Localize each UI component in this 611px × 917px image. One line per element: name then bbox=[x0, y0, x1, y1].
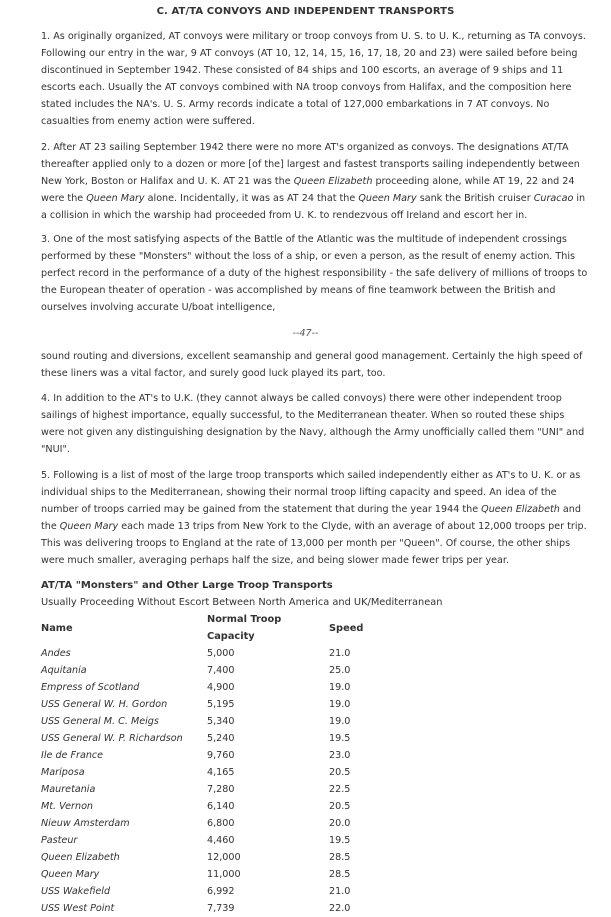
paragraph-1: 1. As originally organized, AT convoys were military or troop convoys from U. S. to U. K., returning as TA convoys. Following our entry in the war, 9 AT convoys (AT 10, 12, 14, 15, 16, 17, 18, 20 and 23) were sailed before being discontinued in September 1942. These consisted of 84 ships and 100 escorts, an average of 9 ships and 11 escorts each. Usually the AT convoys combined with NA troop convoys from Halifax, and the composition here stated includes the NA's. U. S. Army records indicate a total of 127,000 embarkations in 7 AT convoys. No casualties from enemy action were suffered. bbox=[41, 31, 586, 127]
capacity-cell: 7,400 bbox=[207, 665, 235, 676]
table-row bbox=[39, 645, 371, 662]
speed-cell: 19.0 bbox=[329, 682, 351, 693]
ship-name-cell: Empress of Scotland bbox=[41, 682, 140, 693]
ship-name-queen-mary-2: Queen Mary bbox=[358, 193, 417, 204]
table-subtitle: Usually Proceeding Without Escort Between North America and UK/Mediterranean bbox=[41, 597, 443, 608]
ship-name-curacao: Curacao bbox=[533, 193, 574, 204]
ship-name-cell: Mariposa bbox=[41, 767, 85, 778]
speed-cell: 19.0 bbox=[329, 699, 351, 710]
ship-name-cell: Mauretania bbox=[41, 784, 96, 795]
table-row bbox=[39, 696, 371, 713]
ship-name-cell: Ile de France bbox=[41, 750, 104, 761]
speed-cell: 22.0 bbox=[329, 903, 351, 914]
paragraph-2 bbox=[41, 139, 589, 224]
table-row bbox=[39, 815, 371, 832]
paragraph-5 bbox=[41, 467, 589, 569]
table-row bbox=[39, 747, 371, 764]
capacity-cell: 5,000 bbox=[207, 648, 235, 659]
table-row bbox=[39, 832, 371, 849]
capacity-cell: 12,000 bbox=[207, 852, 241, 863]
capacity-cell: 5,340 bbox=[207, 716, 235, 727]
troop-transports-table bbox=[39, 611, 371, 917]
table-row bbox=[39, 781, 371, 798]
capacity-cell: 7,739 bbox=[207, 903, 235, 914]
table-row bbox=[39, 662, 371, 679]
ship-name-cell: Nieuw Amsterdam bbox=[41, 818, 130, 829]
table-row bbox=[39, 713, 371, 730]
table-title: AT/TA "Monsters" and Other Large Troop Transports bbox=[41, 580, 333, 591]
ship-name-queen-mary: Queen Mary bbox=[86, 193, 145, 204]
column-header-capacity: Normal Troop Capacity bbox=[207, 614, 282, 642]
ship-name-queen-elizabeth: Queen Elizabeth bbox=[481, 504, 560, 515]
capacity-cell: 5,195 bbox=[207, 699, 235, 710]
p2-text-a: 2. After AT 23 sailing September 1942 there were no more AT's organized as convoys. The designations AT/TA thereafter applied only to a dozen or more [of the] largest and fastest transports sailing independently between New York, Boston or Halifax and U. K. AT 21 was the bbox=[41, 142, 580, 187]
p2-text-i: in a collision in which the warship had proceeded from U. K. to rendezvous off Ireland and escort her in. bbox=[41, 193, 586, 221]
speed-cell: 21.0 bbox=[329, 886, 351, 897]
ship-name-cell: Queen Mary bbox=[41, 869, 100, 880]
speed-cell: 28.5 bbox=[329, 869, 351, 880]
p2-text-g: sank the British cruiser bbox=[416, 193, 534, 204]
capacity-cell: 11,000 bbox=[207, 869, 241, 880]
ship-name-cell: USS General W. P. Richardson bbox=[41, 733, 183, 744]
speed-cell: 21.0 bbox=[329, 648, 351, 659]
p5-text-e: each made 13 trips from New York to the Clyde, with an average of about 12,000 troops per trip. This was delivering troops to England at the rate of 13,000 per month per "Queen". Of course, the other ships were much smaller, averaging perhaps half the size, and being slower made fewer trips per year. bbox=[41, 521, 587, 566]
paragraph-3-continued: sound routing and diversions, excellent seamanship and general good management. Certainly the high speed of these liners was a vital factor, and surely good luck played its part, too. bbox=[41, 351, 583, 379]
ship-name-cell: USS General M. C. Meigs bbox=[41, 716, 159, 727]
speed-cell: 19.5 bbox=[329, 733, 351, 744]
ship-name-cell: Pasteur bbox=[41, 835, 78, 846]
speed-cell: 19.0 bbox=[329, 716, 351, 727]
table-row bbox=[39, 730, 371, 747]
paragraph-4: 4. In addition to the AT's to U.K. (they cannot always be called convoys) there were other independent troop sailings of highest importance, equally successful, to the Mediterranean theater. When so routed these ships were not given any distinguishing designation by the Navy, although the Army unofficially called them "UNI" and "NUI". bbox=[41, 393, 585, 455]
speed-cell: 20.5 bbox=[329, 801, 351, 812]
speed-cell: 28.5 bbox=[329, 852, 351, 863]
ship-name-cell: Queen Elizabeth bbox=[41, 852, 120, 863]
capacity-cell: 7,280 bbox=[207, 784, 235, 795]
speed-cell: 23.0 bbox=[329, 750, 351, 761]
column-header-name: Name bbox=[41, 622, 73, 634]
table-row bbox=[39, 883, 371, 900]
speed-cell: 25.0 bbox=[329, 665, 351, 676]
ship-name-cell: USS General W. H. Gordon bbox=[41, 699, 168, 710]
speed-cell: 22.5 bbox=[329, 784, 351, 795]
capacity-cell: 6,992 bbox=[207, 886, 235, 897]
ship-name-cell: Andes bbox=[41, 648, 71, 659]
ship-name-cell: USS West Point bbox=[41, 903, 115, 914]
speed-cell: 19.5 bbox=[329, 835, 351, 846]
ship-name-cell: Mt. Vernon bbox=[41, 801, 94, 812]
capacity-cell: 9,760 bbox=[207, 750, 235, 761]
p5-text-c: and the bbox=[41, 504, 581, 532]
speed-cell: 20.0 bbox=[329, 818, 351, 829]
capacity-cell: 4,900 bbox=[207, 682, 235, 693]
p2-text-e: alone. Incidentally, it was as AT 24 that the bbox=[144, 193, 359, 204]
capacity-cell: 5,240 bbox=[207, 733, 235, 744]
table-row bbox=[39, 764, 371, 781]
column-header-speed: Speed bbox=[329, 622, 364, 634]
speed-cell: 20.5 bbox=[329, 767, 351, 778]
p2-text-c: proceeding alone, while AT 19, 22 and 24 were the bbox=[41, 176, 575, 204]
p5-text-a: 5. Following is a list of most of the large troop transports which sailed independently either as AT's to U. K. or as individual ships to the Mediterranean, showing their normal troop lifting capacity and speed. An idea of the number of troops carried may be gained from the statement that during the year 1944 the bbox=[41, 470, 581, 515]
ship-name-cell: Aquitania bbox=[41, 665, 87, 676]
table-row bbox=[39, 679, 371, 696]
ship-name-cell: USS Wakefield bbox=[41, 886, 111, 897]
table-row bbox=[39, 798, 371, 815]
ship-name-queen-elizabeth: Queen Elizabeth bbox=[293, 176, 373, 187]
table-row bbox=[39, 866, 371, 883]
section-title: C. AT/TA CONVOYS AND INDEPENDENT TRANSPORTS bbox=[156, 6, 455, 17]
ship-name-queen-mary: Queen Mary bbox=[59, 521, 119, 532]
capacity-cell: 6,800 bbox=[207, 818, 235, 829]
table-header-row bbox=[39, 611, 371, 645]
page-number: --47-- bbox=[292, 328, 319, 339]
capacity-cell: 4,165 bbox=[207, 767, 235, 778]
table-row bbox=[39, 849, 371, 866]
capacity-cell: 4,460 bbox=[207, 835, 235, 846]
paragraph-3: 3. One of the most satisfying aspects of the Battle of the Atlantic was the multitude of independent crossings performed by these "Monsters" without the loss of a ship, or even a person, as the result of enemy action. This perfect record in the performance of a duty of the highest responsibility - the safe delivery of millions of troops to the European theater of operation - was accomplished by means of fine teamwork between the British and ourselves involving accurate U/boat intelligence, bbox=[41, 234, 588, 313]
capacity-cell: 6,140 bbox=[207, 801, 235, 812]
